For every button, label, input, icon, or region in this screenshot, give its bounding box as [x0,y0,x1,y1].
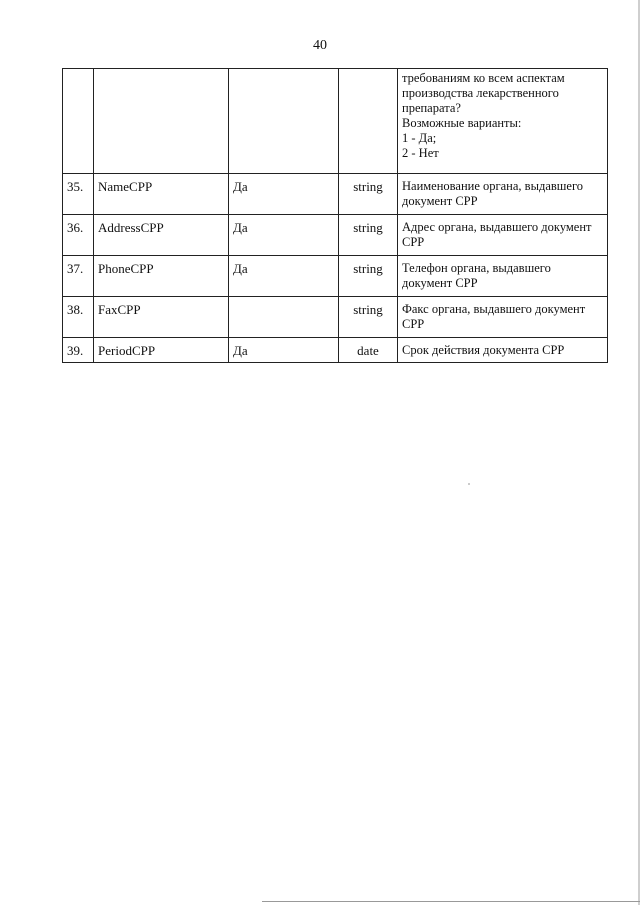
table-row [63,338,608,363]
description-line: Возможные варианты: [402,116,522,130]
scan-speck [468,483,470,485]
description-line: 2 - Нет [402,146,439,160]
cell-description [398,69,608,174]
cell-required: Да [229,174,339,215]
scan-edge-bottom [262,901,640,902]
cell-number: 35. [63,174,94,215]
table-row [63,174,608,215]
cell-required [229,69,339,174]
page-number: 40 [313,38,327,53]
cell-number: 39. [63,338,94,363]
cell-required: Да [229,338,339,363]
description-line: производства лекарственного [402,86,559,100]
table-row [63,215,608,256]
description-line: препарата? [402,101,461,115]
cell-field-name [94,69,229,174]
cell-description: Адрес органа, выдавшего документ CPP [398,215,608,256]
cell-description: Факс органа, выдавшего документ CPP [398,297,608,338]
cell-required: Да [229,256,339,297]
cell-type: string [339,297,398,338]
cell-number [63,69,94,174]
cell-type: string [339,174,398,215]
cell-number: 36. [63,215,94,256]
cell-field-name: NameCPP [94,174,229,215]
description-line: 1 - Да; [402,131,437,145]
cell-type: string [339,215,398,256]
table-row [63,297,608,338]
cell-description: Наименование органа, выдавшего документ CPP [398,174,608,215]
cell-type: date [339,338,398,363]
cell-number: 38. [63,297,94,338]
field-spec-table [62,68,608,363]
cell-description: Срок действия документа CPP [398,338,608,363]
table-row-continuation [63,69,608,174]
cell-number: 37. [63,256,94,297]
cell-field-name: FaxCPP [94,297,229,338]
cell-type [339,69,398,174]
table-row [63,256,608,297]
cell-description: Телефон органа, выдавшего документ CPP [398,256,608,297]
cell-type: string [339,256,398,297]
cell-field-name: AddressCPP [94,215,229,256]
cell-field-name: PeriodCPP [94,338,229,363]
cell-required [229,297,339,338]
cell-field-name: PhoneCPP [94,256,229,297]
description-line: требованиям ко всем аспектам [402,71,565,85]
cell-required: Да [229,215,339,256]
